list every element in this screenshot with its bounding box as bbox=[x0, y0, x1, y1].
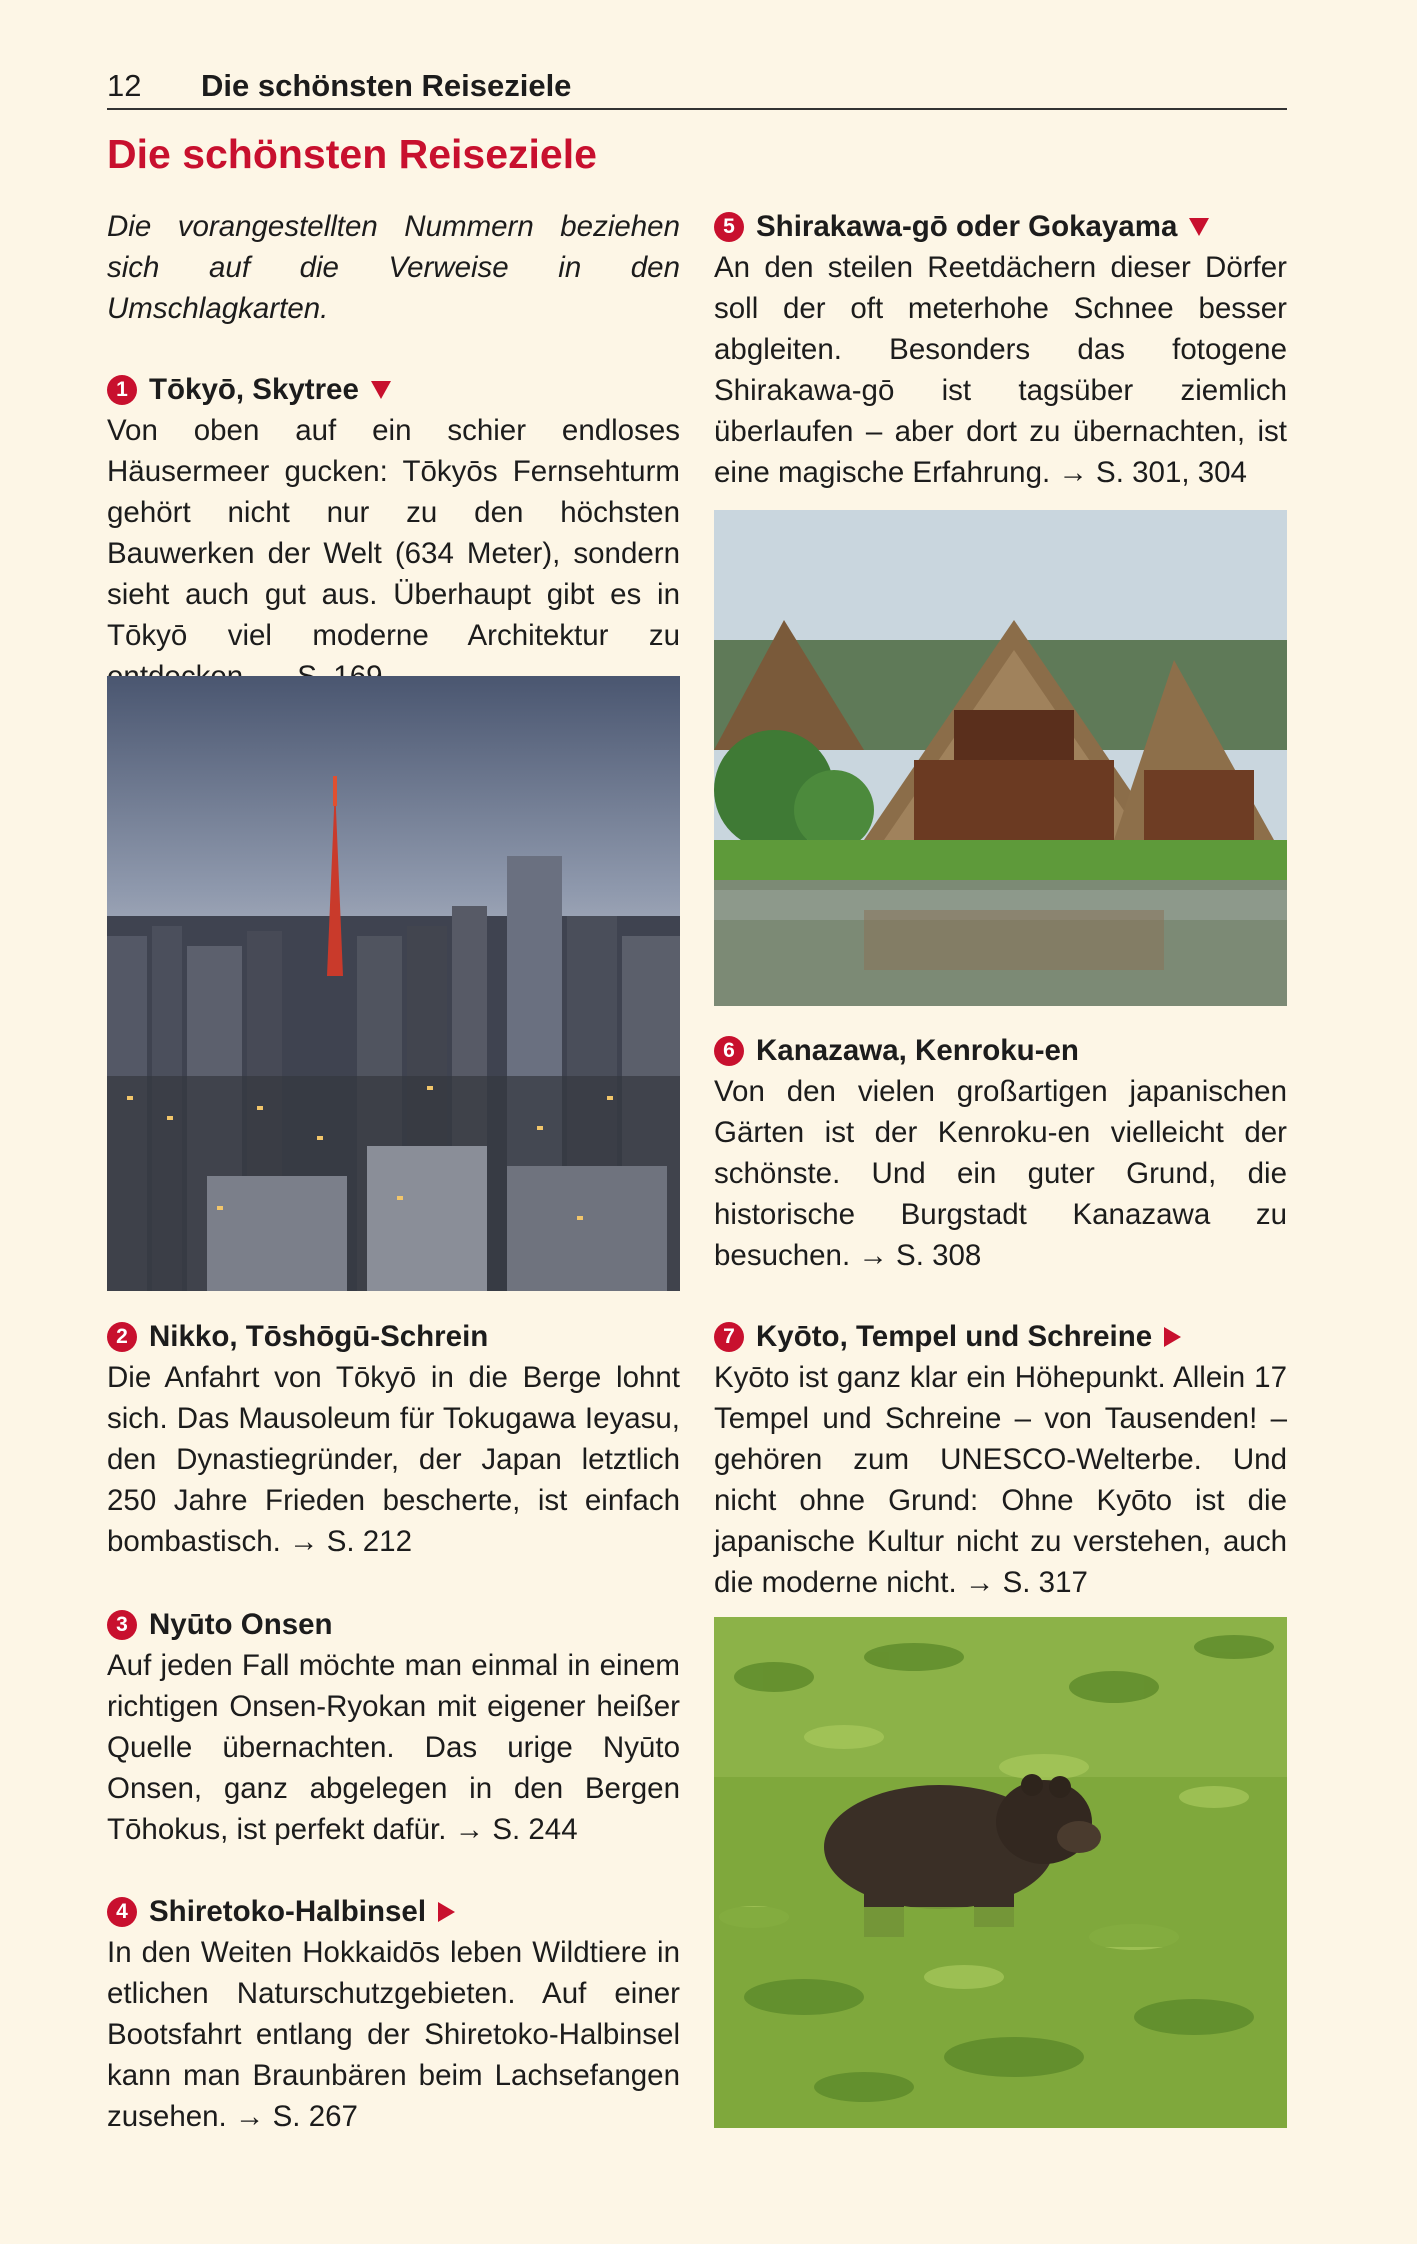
entry-text: In den Weiten Hokkaidōs leben Wildtiere in etlichen Naturschutzgebieten. Auf einer Bootsfahrt entlang der Shiretoko-Halbinsel kann man Braunbären beim Lachsefangen zusehen. → S. 267 bbox=[107, 1936, 680, 2133]
page-title: Die schönsten Reiseziele bbox=[107, 131, 597, 177]
running-head bbox=[107, 62, 1287, 110]
entry-title: Shiretoko-Halbinsel bbox=[149, 1895, 427, 1928]
entry-7 bbox=[714, 1316, 1287, 1603]
entry-3 bbox=[107, 1604, 680, 1850]
number-badge: 4 bbox=[107, 1897, 137, 1927]
entry-text: Von oben auf ein schier endloses Häusermeer gucken: Tōkyōs Fernsehturm gehört nicht nur zu den höchsten Bauwerken der Welt (634 Meter), sondern sieht auch gut aus. Überhaupt gibt es in Tōkyō viel moderne Architektur zu bbox=[107, 414, 680, 652]
entry-title: Tōkyō, Skytree bbox=[149, 373, 359, 406]
shirakawago-houses-photo bbox=[714, 510, 1287, 1006]
tokyo-skyline-photo bbox=[107, 676, 680, 1291]
entry-heading bbox=[107, 369, 680, 410]
down-triangle-icon bbox=[371, 381, 391, 399]
right-triangle-icon bbox=[1164, 1327, 1181, 1347]
entry-heading bbox=[107, 1604, 680, 1645]
number-badge: 6 bbox=[714, 1036, 744, 1066]
intro-text: Die vorangestellten Nummern beziehen sich auf die Verweise in den Umschlagkarten. bbox=[107, 210, 680, 325]
entry-5 bbox=[714, 206, 1287, 493]
entry-heading bbox=[107, 1891, 680, 1932]
entry-title: Nikko, Tōshōgū-Schrein bbox=[149, 1320, 489, 1353]
entry-heading bbox=[107, 1316, 680, 1357]
entry-2 bbox=[107, 1316, 680, 1562]
entry-title: Nyūto Onsen bbox=[149, 1608, 333, 1641]
entry-text: An den steilen Reetdächern dieser Dörfer soll der oft meterhohe Schnee besser abgleiten. Besonders das fotogene Shirakawa-gō ist tagsüber ziemlich überlaufen – aber dort zu übernachten, ist eine magische Erfahrung. → S. 301, 304 bbox=[714, 251, 1287, 489]
entry-text: Kyōto ist ganz klar ein Höhepunkt. Allein 17 Tempel und Schreine – von Tausenden! – gehören zum UNESCO-Welterbe. Und nicht ohne Grund: Ohne Kyōto ist die japanische Kultur nicht zu verstehen, auch die moderne nicht. → S. 317 bbox=[714, 1361, 1287, 1599]
entry-title: Kyōto, Tempel und Schreine bbox=[756, 1320, 1153, 1353]
number-badge: 2 bbox=[107, 1322, 137, 1352]
entry-4 bbox=[107, 1891, 680, 2137]
brown-bear-photo bbox=[714, 1617, 1287, 2128]
entry-text: Von den vielen großartigen japanischen Gärten ist der Kenroku-en vielleicht der schönste. Und ein guter Grund, die historische Burgstadt Kanazawa zu besuchen. → S. 308 bbox=[714, 1075, 1287, 1272]
intro-block bbox=[107, 206, 680, 329]
entry-text: Auf jeden Fall möchte man einmal in einem richtigen Onsen-Ryokan mit eigener heißer Quelle übernachten. Das urige Nyūto Onsen, ganz abgelegen in den Bergen Tōhokus, ist perfekt dafür. → S. 244 bbox=[107, 1649, 680, 1846]
entry-6 bbox=[714, 1030, 1287, 1276]
entry-heading bbox=[714, 1316, 1287, 1357]
entry-heading bbox=[714, 1030, 1287, 1071]
entry-1 bbox=[107, 369, 680, 697]
right-triangle-icon bbox=[438, 1902, 455, 1922]
number-badge: 1 bbox=[107, 375, 137, 405]
number-badge: 5 bbox=[714, 212, 744, 242]
entry-text: Die Anfahrt von Tōkyō in die Berge lohnt sich. Das Mausoleum für Tokugawa Ieyasu, den Dynastiegründer, der Japan letztlich 250 Jahre Frieden bescherte, ist einfach bombastisch. → S. 212 bbox=[107, 1361, 680, 1558]
entry-heading bbox=[714, 206, 1287, 247]
entry-title: Kanazawa, Kenroku-en bbox=[756, 1034, 1079, 1067]
page-number: 12 bbox=[107, 68, 142, 103]
number-badge: 3 bbox=[107, 1610, 137, 1640]
down-triangle-icon bbox=[1189, 218, 1209, 236]
number-badge: 7 bbox=[714, 1322, 744, 1352]
running-head-section: Die schönsten Reiseziele bbox=[201, 68, 572, 103]
entry-title: Shirakawa-gō oder Gokayama bbox=[756, 210, 1178, 243]
